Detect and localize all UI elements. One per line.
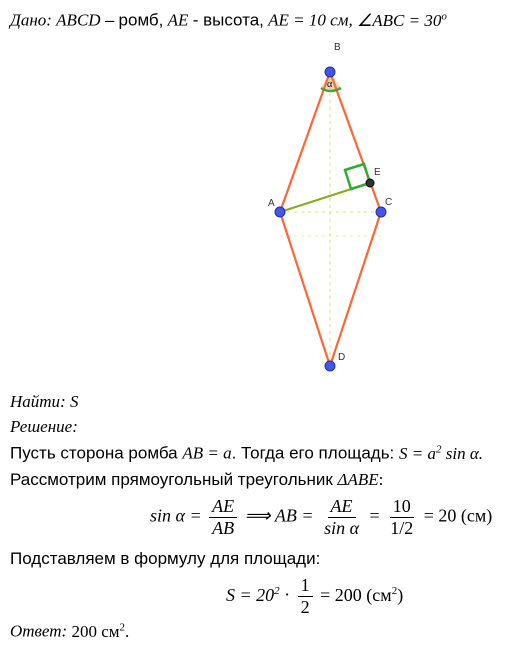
eq-sin: sin α = [150, 505, 202, 526]
answer-label: Ответ: [10, 621, 68, 641]
vertex-c [376, 207, 386, 217]
label-d: D [338, 352, 346, 363]
eq-equals: = [369, 505, 380, 526]
altitude-word: - высота, [192, 10, 264, 30]
label-a: A [268, 198, 275, 209]
find-label: Найти: [10, 392, 66, 411]
line2-triangle: ΔABE [337, 470, 379, 489]
sine-equation [150, 497, 492, 538]
line1-text2: . Тогда его площадь: [231, 443, 399, 463]
line2-tail: : [378, 470, 384, 489]
line1-formula: $S = a^2$ sin α. [399, 443, 483, 463]
frac1-num: AE [209, 497, 237, 518]
altitude-value: AE = 10 см, [268, 10, 353, 30]
rhombus-figure [0, 42, 520, 390]
frac-ae-ab [209, 497, 237, 538]
area-frac-num: 1 [298, 576, 313, 597]
given-shape: ромб, [118, 10, 164, 30]
frac2-den: sin α [324, 517, 360, 538]
solution-label-line [10, 417, 78, 437]
point-e [366, 179, 374, 187]
frac-one-half [298, 576, 313, 617]
area-lhs: $S = 20^2$ [226, 584, 280, 605]
solution-label: Решение: [10, 417, 78, 436]
given-label: Дано: [10, 10, 52, 30]
eq-implies: ⟹ AB = [244, 505, 314, 526]
altitude-name: AE [167, 10, 189, 30]
answer-value: 200 $см^2$. [71, 621, 130, 641]
answer-line [10, 621, 129, 642]
given-dash: – [104, 10, 115, 30]
frac3-den: 1/2 [390, 517, 414, 538]
vertex-b [325, 67, 335, 77]
find-line [10, 392, 78, 412]
line1-text: Пусть сторона ромба [10, 443, 183, 463]
area-result: = 200 $(см^2)$ [320, 584, 404, 605]
solution-line-2 [10, 470, 383, 490]
vertex-a [275, 207, 285, 217]
solution-line-1 [10, 443, 483, 464]
solution-line-3 [10, 549, 320, 569]
angle-alpha-label: α [327, 79, 333, 90]
frac3-num: 10 [390, 497, 414, 518]
line3-text: Подставляем в формулу для площади: [10, 549, 321, 568]
label-c: C [385, 197, 393, 208]
given-line [10, 10, 447, 31]
area-equation [226, 576, 403, 617]
frac-10-half [387, 497, 416, 538]
frac2-num: AE [328, 497, 356, 518]
label-e: E [374, 167, 381, 178]
line1-eq: AB = a [182, 443, 232, 463]
area-frac-den: 2 [300, 596, 310, 617]
label-b: B [334, 42, 341, 53]
angle-value: ∠ABC = $30^o$ [357, 10, 447, 30]
vertex-d [325, 361, 335, 371]
eq-result: = 20 (см) [423, 505, 493, 526]
frac1-den: AB [212, 517, 235, 538]
area-dot: · [284, 584, 291, 605]
find-value: S [69, 392, 79, 411]
frac-ae-sin [321, 497, 362, 538]
line2-text: Рассмотрим прямоугольный треугольник [10, 470, 338, 489]
figure-name: ABCD [56, 10, 101, 30]
